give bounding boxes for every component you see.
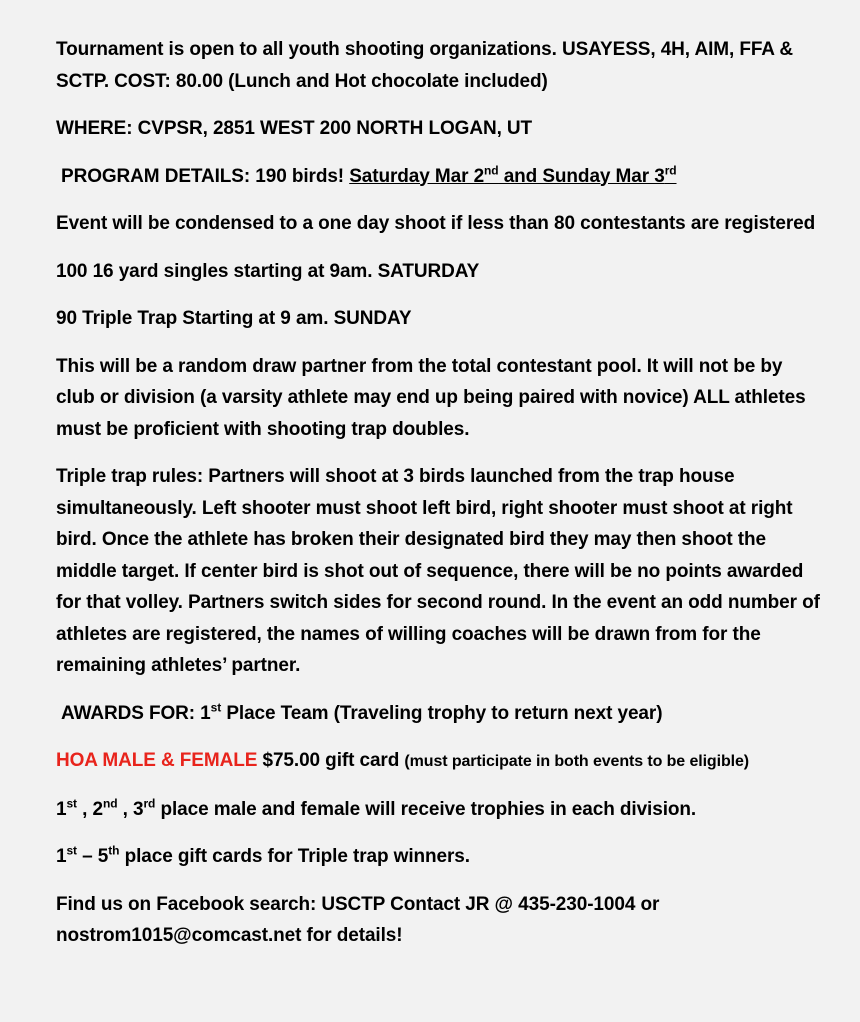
singles-schedule: 100 16 yard singles starting at 9am. SATURDAY xyxy=(56,260,480,282)
hoa-paragraph xyxy=(56,745,820,778)
place-number: 1 xyxy=(56,846,67,867)
triple-trap-rules-paragraph: Triple trap rules: Partners will shoot at 3 birds launched from the trap house simultaneously. Left shooter must shoot left bird, right shooter must shoot at right bird. Once the athlete has broken their designated bird they may then shoot the middle target. If center bird is shot out of sequence, there will be no points awarded for that volley. Partners switch sides for second round. In the event an odd number of athletes are registered, the names of willing coaches will be drawn from for the remaining athletes’ partner. xyxy=(56,466,820,676)
ordinal-suffix: nd xyxy=(102,796,118,811)
partner-draw-paragraph: This will be a random draw partner from the total contestant pool. It will not be by club or division (a varsity athlete may end up being paired with novice) ALL athletes must be proficient with shooting trap doubles. xyxy=(56,355,806,440)
awards-detail: Place Team (Traveling trophy to return next year) xyxy=(221,702,663,724)
place-number: , 3 xyxy=(117,798,144,820)
awards-lead: AWARDS FOR: 1 xyxy=(61,702,211,724)
hoa-prize: $75.00 gift card xyxy=(257,750,405,771)
place-number: , 2 xyxy=(76,798,103,820)
ordinal-suffix: st xyxy=(66,796,77,811)
ordinal-suffix: rd xyxy=(143,796,156,811)
gift-cards-text: place gift cards for Triple trap winners. xyxy=(119,846,470,867)
ordinal-suffix: rd xyxy=(664,163,677,178)
flyer-body xyxy=(56,34,820,952)
sunday-date: and Sunday Mar 3 xyxy=(498,165,665,187)
ordinal-suffix: st xyxy=(210,700,222,715)
ordinal-suffix: th xyxy=(108,843,120,858)
division-trophies-paragraph xyxy=(56,794,820,826)
eligibility-paragraph: Tournament is open to all youth shooting organizations. USAYESS, 4H, AIM, FFA & SCTP. COST: 80.00 (Lunch and Hot chocolate included) xyxy=(56,39,794,92)
gift-cards-paragraph xyxy=(56,841,820,873)
awards-paragraph xyxy=(56,698,820,730)
contact-paragraph: Find us on Facebook search: USCTP Contact JR @ 435-230-1004 or nostrom1015@comcast.net for details! xyxy=(56,893,660,946)
program-dates xyxy=(349,163,677,187)
program-details-paragraph xyxy=(56,161,820,193)
place-number: 1 xyxy=(56,798,67,820)
hoa-highlight: HOA MALE & FEMALE xyxy=(56,750,258,771)
triple-trap-schedule: 90 Triple Trap Starting at 9 am. SUNDAY xyxy=(56,308,412,329)
ordinal-suffix: st xyxy=(66,843,77,858)
program-details-lead: PROGRAM DETAILS: 190 birds! xyxy=(61,165,350,187)
saturday-date: Saturday Mar 2 xyxy=(349,165,485,187)
location-paragraph: WHERE: CVPSR, 2851 WEST 200 NORTH LOGAN, UT xyxy=(56,118,533,139)
division-trophies-text: place male and female will receive trophies in each division. xyxy=(155,798,697,820)
place-number: – 5 xyxy=(76,846,109,867)
hoa-note: (must participate in both events to be eligible) xyxy=(404,753,749,770)
ordinal-suffix: nd xyxy=(484,163,499,178)
condensed-event-paragraph: Event will be condensed to a one day shoot if less than 80 contestants are registered xyxy=(56,213,816,234)
